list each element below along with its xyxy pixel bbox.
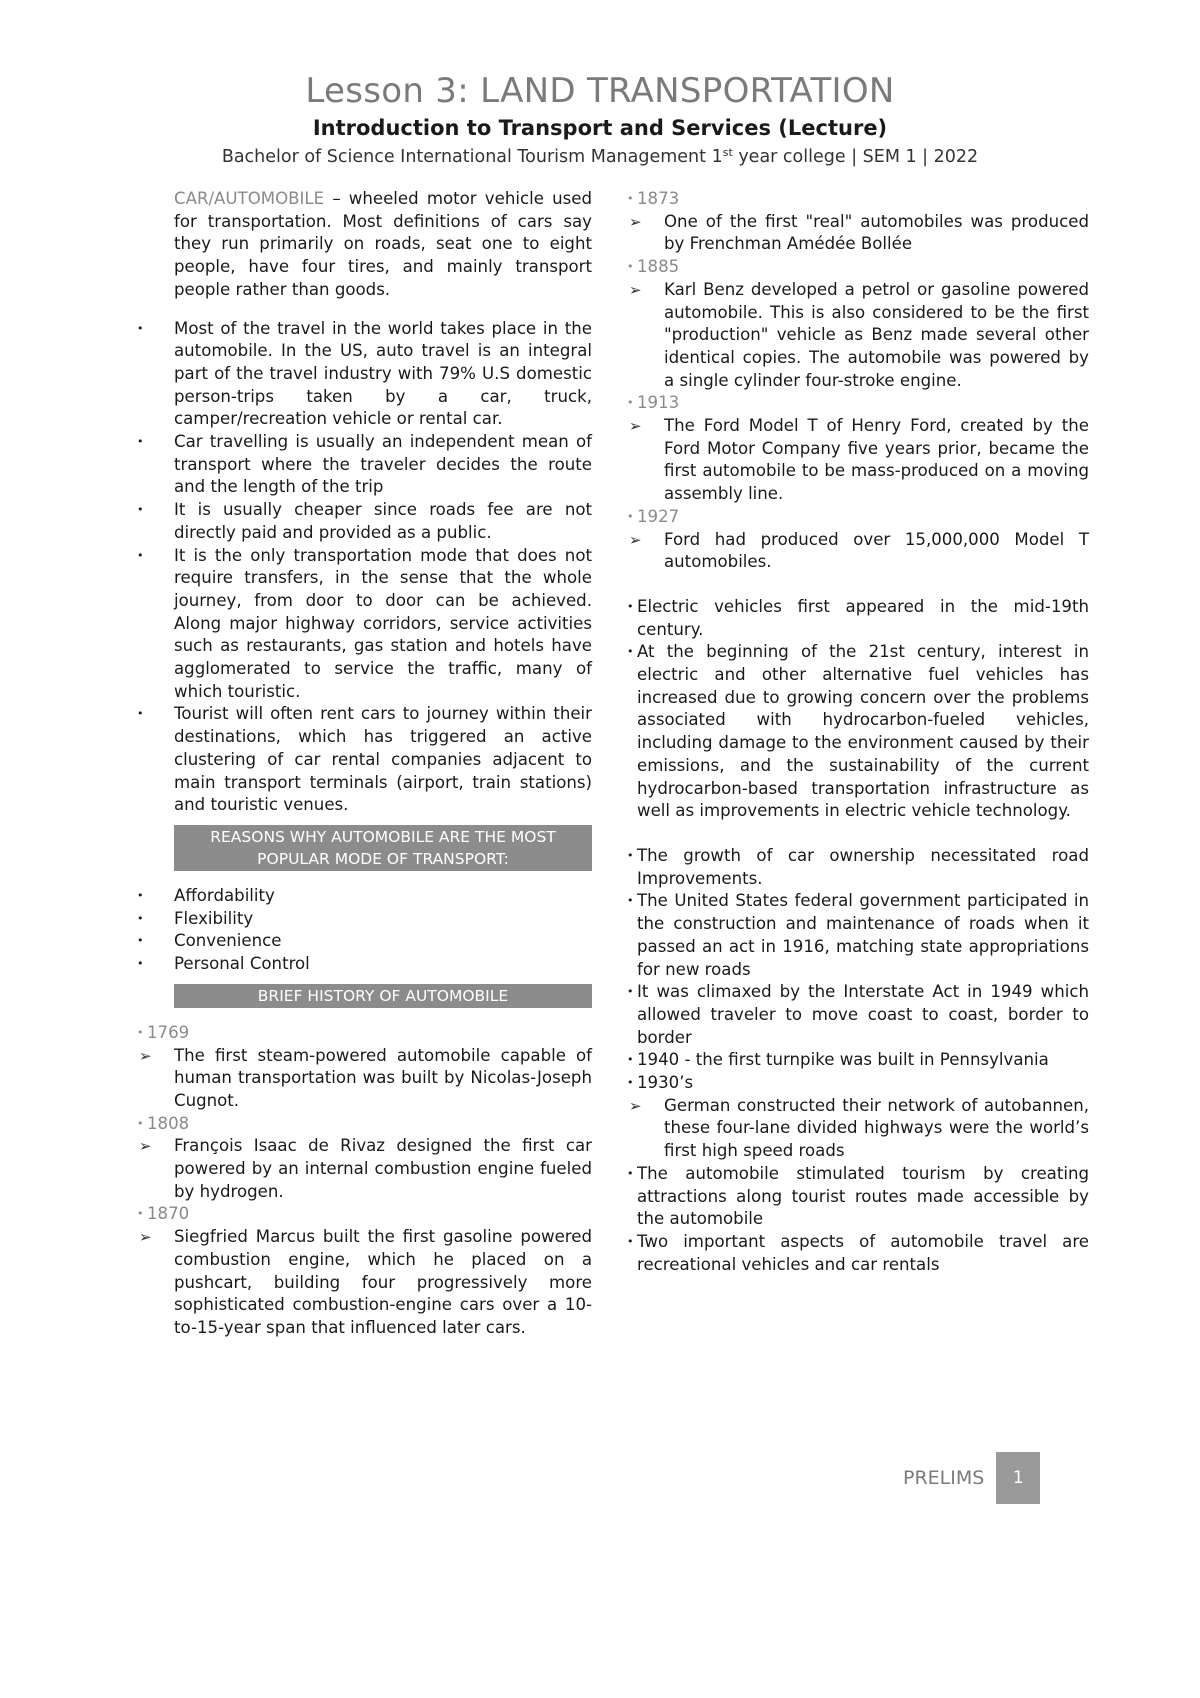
bullet-icon: •: [137, 1025, 144, 1039]
bullet-icon: •: [627, 396, 634, 410]
year-text: 1769: [147, 1022, 190, 1042]
arrow-bullet-icon: ➢: [629, 212, 642, 231]
list-item: [627, 1231, 1089, 1276]
history-entry: [137, 1135, 592, 1203]
year-text: 1873: [637, 189, 680, 208]
bullet-icon: •: [627, 985, 634, 999]
bullet-icon: •: [627, 509, 634, 523]
bullet-text: The automobile stimulated tourism by creating attractions along tourist routes made accessible by the automobile: [637, 1163, 1089, 1229]
bullet-icon: •: [137, 1116, 144, 1130]
bullet-icon: •: [137, 435, 144, 449]
bullet-icon: •: [137, 911, 144, 925]
course-subtitle: Introduction to Transport and Services (Lecture): [312, 116, 888, 140]
year-text: 1913: [637, 393, 680, 413]
arrow-bullet-icon: ➢: [139, 1137, 152, 1156]
reason-item: [137, 908, 592, 931]
bullet-text: 1940 - the first turnpike was built in Pennsylvania: [637, 1050, 1049, 1070]
history-year: [627, 256, 1089, 279]
page-number: 1: [996, 1452, 1040, 1504]
reason-text: Personal Control: [174, 954, 310, 974]
footer-label: PRELIMS: [903, 1467, 985, 1489]
history-entry: [137, 1045, 592, 1113]
list-item: [137, 431, 592, 499]
right-column: [627, 188, 1089, 1276]
list-item: [627, 641, 1089, 823]
bullet-text: Two important aspects of automobile travel are recreational vehicles and car rentals: [637, 1231, 1089, 1274]
history-entry: [627, 1095, 1089, 1163]
history-text: The first steam-powered automobile capable of human transportation was built by Nicolas-Joseph Cugnot.: [174, 1045, 592, 1110]
reason-item: [137, 930, 592, 953]
bullet-icon: •: [627, 848, 634, 862]
bullet-text: The growth of car ownership necessitated road Improvements.: [637, 845, 1089, 888]
page-footer: [903, 1452, 1040, 1504]
list-item: [137, 545, 592, 704]
bullet-icon: •: [627, 192, 634, 205]
bullet-icon: •: [137, 957, 144, 971]
bullet-text: It is the only transportation mode that does not require transfers, in the sense that the whole journey, from door to door can be achieved. Along major highway corridors, service activities such as restaurants, gas station and hotels have agglomerated to service the traffic, many of which touristic.: [174, 545, 592, 701]
history-entry: [627, 415, 1089, 506]
arrow-bullet-icon: ➢: [629, 1096, 642, 1115]
bullet-text: Electric vehicles first appeared in the mid-19th century.: [637, 596, 1089, 639]
bullet-icon: •: [627, 1234, 634, 1248]
bullet-icon: •: [627, 645, 634, 659]
bullet-text: The United States federal government participated in the construction and maintenance of roads when it passed an act in 1916, matching state appropriations for new roads: [637, 891, 1089, 979]
reason-item: [137, 953, 592, 976]
bullet-icon: •: [627, 1053, 634, 1067]
reason-text: Flexibility: [174, 908, 254, 928]
bullet-icon: •: [137, 548, 144, 562]
history-entry: [627, 279, 1089, 393]
bullet-icon: •: [137, 503, 144, 517]
history-text: German constructed their network of autobannen, these four-lane divided highways were the world’s first high speed roads: [664, 1095, 1089, 1161]
history-year: [627, 188, 1089, 211]
bullet-text: Tourist will often rent cars to journey within their destinations, which has triggered an active clustering of car rental companies adjacent to main transport terminals (airport, train stations) and touristic venues.: [174, 704, 592, 815]
lesson-title: Lesson 3: LAND TRANSPORTATION: [305, 71, 895, 111]
program-superscript: st: [722, 146, 733, 159]
bullet-icon: •: [137, 1207, 144, 1221]
bullet-icon: •: [137, 934, 144, 948]
list-item: [627, 845, 1089, 890]
history-year: [137, 1203, 592, 1226]
arrow-bullet-icon: ➢: [629, 530, 642, 549]
spacer: [627, 574, 1089, 596]
intro-definition: – wheeled motor vehicle used for transportation. Most definitions of cars say they run primarily on roads, seat one to eight people, have four tires, and mainly transport people rather than goods.: [174, 189, 592, 299]
bullet-icon: •: [627, 1166, 634, 1180]
year-text: 1808: [147, 1113, 190, 1133]
list-item: [627, 890, 1089, 981]
history-text: Siegfried Marcus built the first gasoline powered combustion engine, which he placed on a pushcart, building four progressively more sophisticated combustion-engine cars over a 10-to-15-year span that influenced later cars.: [174, 1227, 592, 1337]
list-item: [627, 1163, 1089, 1231]
list-item: [137, 703, 592, 817]
history-year: [137, 1022, 592, 1045]
bullet-text: Car travelling is usually an independent mean of transport where the traveler decides the route and the length of the trip: [174, 432, 592, 497]
reason-item: [137, 885, 592, 908]
arrow-bullet-icon: ➢: [629, 417, 642, 436]
year-text: 1927: [637, 506, 680, 526]
bullet-icon: •: [137, 707, 144, 721]
list-item: [627, 981, 1089, 1049]
bullet-icon: •: [627, 1076, 634, 1090]
intro-paragraph: [174, 188, 592, 302]
left-column: [137, 188, 592, 1340]
bullet-icon: •: [137, 888, 144, 902]
bullet-icon: •: [627, 894, 634, 908]
history-text: Ford had produced over 15,000,000 Model T automobiles.: [664, 529, 1089, 572]
history-year: [627, 506, 1089, 529]
history-text: One of the first "real" automobiles was produced by Frenchman Amédée Bollée: [664, 211, 1089, 254]
history-text: The Ford Model T of Henry Ford, created by the Ford Motor Company five years prior, became the first automobile to be mass-produced on a moving assembly line.: [664, 416, 1089, 504]
arrow-bullet-icon: ➢: [629, 280, 642, 299]
program-text: Bachelor of Science International Tourism Management 1: [221, 147, 723, 167]
history-entry: [627, 529, 1089, 574]
year-text: 1885: [637, 257, 680, 277]
intro-term: CAR/AUTOMOBILE: [174, 189, 325, 208]
bullet-icon: •: [137, 321, 144, 335]
history-year: [627, 392, 1089, 415]
history-banner: BRIEF HISTORY OF AUTOMOBILE: [174, 984, 592, 1008]
list-item: [627, 1072, 1089, 1095]
reason-text: Convenience: [174, 931, 282, 951]
history-text: François Isaac de Rivaz designed the first car powered by an internal combustion engine fueled by hydrogen.: [174, 1136, 592, 1201]
bullet-text: It was climaxed by the Interstate Act in 1949 which allowed traveler to move coast to coast, border to border: [637, 982, 1089, 1047]
history-entry: [627, 211, 1089, 256]
list-item: [627, 1049, 1089, 1072]
program-line: [0, 144, 1200, 170]
spacer: [627, 823, 1089, 845]
document-header: [0, 68, 1200, 170]
arrow-bullet-icon: ➢: [139, 1228, 152, 1247]
bullet-text: It is usually cheaper since roads fee are not directly paid and provided as a public.: [174, 500, 592, 542]
reason-text: Affordability: [174, 885, 275, 905]
list-item: [137, 318, 592, 432]
history-year: [137, 1113, 592, 1136]
bullet-text: At the beginning of the 21st century, interest in electric and other alternative fuel vehicles has increased due to growing concern over the problems associated with hydrocarbon-fueled vehicles, including damage to the environment caused by their emissions, and the sustainability of the current hydrocarbon-based transportation infrastructure as well as improvements in electric vehicle technology.: [637, 642, 1089, 821]
history-text: Karl Benz developed a petrol or gasoline powered automobile. This is also considered to be the first "production" vehicle as Benz made several other identical copies. The automobile was powered by a single cylinder four-stroke engine.: [664, 279, 1089, 390]
bullet-text: 1930’s: [637, 1073, 694, 1093]
bullet-text: Most of the travel in the world takes place in the automobile. In the US, auto travel is an integral part of the travel industry with 79% U.S domestic person-trips taken by a car, truck, camper/recreation vehicle or rental car.: [174, 318, 592, 429]
list-item: [627, 596, 1089, 641]
bullet-icon: •: [627, 260, 634, 274]
reasons-banner: REASONS WHY AUTOMOBILE ARE THE MOST POPULAR MODE OF TRANSPORT:: [174, 825, 592, 871]
program-text-rest: year college | SEM 1 | 2022: [732, 147, 979, 167]
list-item: [137, 499, 592, 544]
history-entry: [137, 1226, 592, 1340]
arrow-bullet-icon: ➢: [139, 1046, 152, 1065]
year-text: 1870: [147, 1204, 190, 1224]
bullet-icon: •: [627, 599, 634, 613]
